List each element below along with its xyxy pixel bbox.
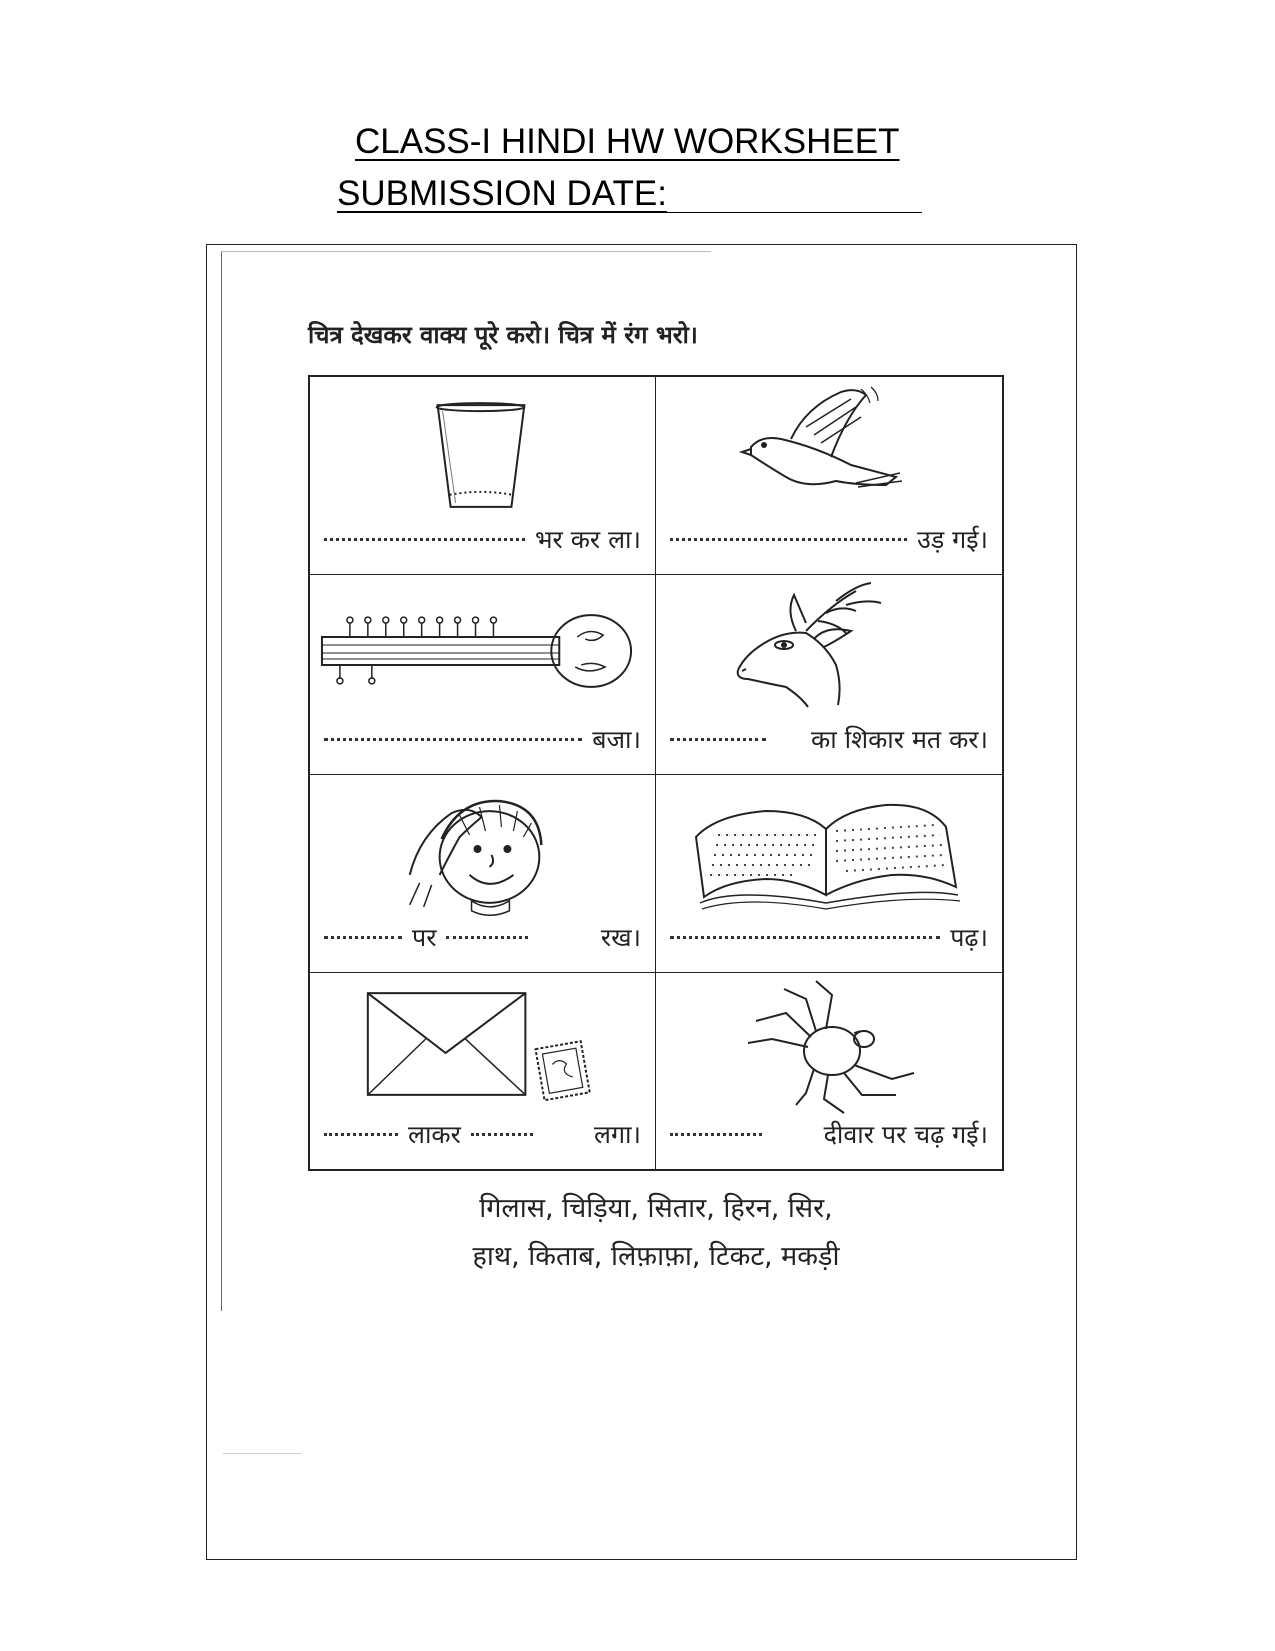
sentence-line bbox=[324, 522, 641, 556]
sentence-text: बजा। bbox=[592, 725, 641, 754]
grid-cell-deer bbox=[656, 575, 1002, 775]
answer-blank[interactable] bbox=[324, 538, 525, 541]
sentence-text: दीवार पर चढ़ गई। bbox=[823, 1120, 988, 1149]
submission-date-label: SUBMISSION DATE: bbox=[337, 174, 667, 213]
answer-blank[interactable] bbox=[670, 538, 907, 541]
sentence-text: का शिकार मत कर। bbox=[811, 725, 988, 754]
answer-blank[interactable] bbox=[446, 936, 528, 939]
grid-cell-sitar bbox=[310, 575, 656, 775]
grid-cell-spider bbox=[656, 973, 1002, 1169]
submission-date-blank bbox=[650, 212, 922, 213]
scan-edge-top bbox=[221, 251, 711, 252]
deer-icon bbox=[656, 575, 1002, 720]
grid-cell-glass bbox=[310, 377, 656, 575]
sentence-line bbox=[670, 920, 988, 954]
word-bank bbox=[308, 1185, 1004, 1281]
word-bank-line: गिलास, चिड़िया, सितार, हिरन, सिर, bbox=[479, 1193, 833, 1224]
sentence-text: उड़ गई। bbox=[917, 525, 988, 554]
instruction-text: चित्र देखकर वाक्य पूरे करो। चित्र में रंग भरो। bbox=[308, 321, 698, 349]
bird-icon bbox=[656, 377, 1002, 522]
sentence-text: रख। bbox=[600, 923, 641, 952]
answer-blank[interactable] bbox=[670, 936, 940, 939]
spider-icon bbox=[656, 973, 1002, 1118]
sentence-mid-text: लाकर bbox=[408, 1120, 461, 1149]
sentence-line bbox=[324, 920, 641, 954]
sentence-line bbox=[670, 1117, 988, 1151]
scan-edge-left bbox=[221, 251, 222, 1311]
grid-cell-book bbox=[656, 775, 1002, 973]
answer-blank[interactable] bbox=[324, 1133, 398, 1136]
scan-mark bbox=[223, 1453, 301, 1454]
sentence-line bbox=[670, 522, 988, 556]
sentence-text: लगा। bbox=[594, 1120, 641, 1149]
sentence-line bbox=[324, 722, 641, 756]
picture-grid bbox=[308, 375, 1004, 1171]
sentence-text: भर कर ला। bbox=[534, 525, 641, 554]
sentence-mid-text: पर bbox=[412, 923, 437, 952]
sentence-line bbox=[670, 722, 988, 756]
answer-blank[interactable] bbox=[471, 1133, 533, 1136]
answer-blank[interactable] bbox=[670, 738, 766, 741]
sentence-text: पढ़। bbox=[950, 923, 988, 952]
word-bank-line: हाथ, किताब, लिफ़ाफ़ा, टिकट, मकड़ी bbox=[472, 1241, 840, 1272]
grid-cell-bird bbox=[656, 377, 1002, 575]
answer-blank[interactable] bbox=[324, 936, 402, 939]
worksheet-title: CLASS-I HINDI HW WORKSHEET bbox=[355, 122, 900, 161]
sitar-icon bbox=[310, 575, 655, 720]
grid-cell-envelope bbox=[310, 973, 656, 1169]
sentence-line bbox=[324, 1117, 641, 1151]
answer-blank[interactable] bbox=[324, 738, 582, 741]
boy-hand-on-head-icon bbox=[310, 775, 655, 920]
glass-icon bbox=[310, 377, 655, 522]
grid-cell-boy bbox=[310, 775, 656, 973]
envelope-stamp-icon bbox=[310, 973, 655, 1118]
answer-blank[interactable] bbox=[670, 1133, 762, 1136]
book-icon bbox=[656, 775, 1002, 920]
